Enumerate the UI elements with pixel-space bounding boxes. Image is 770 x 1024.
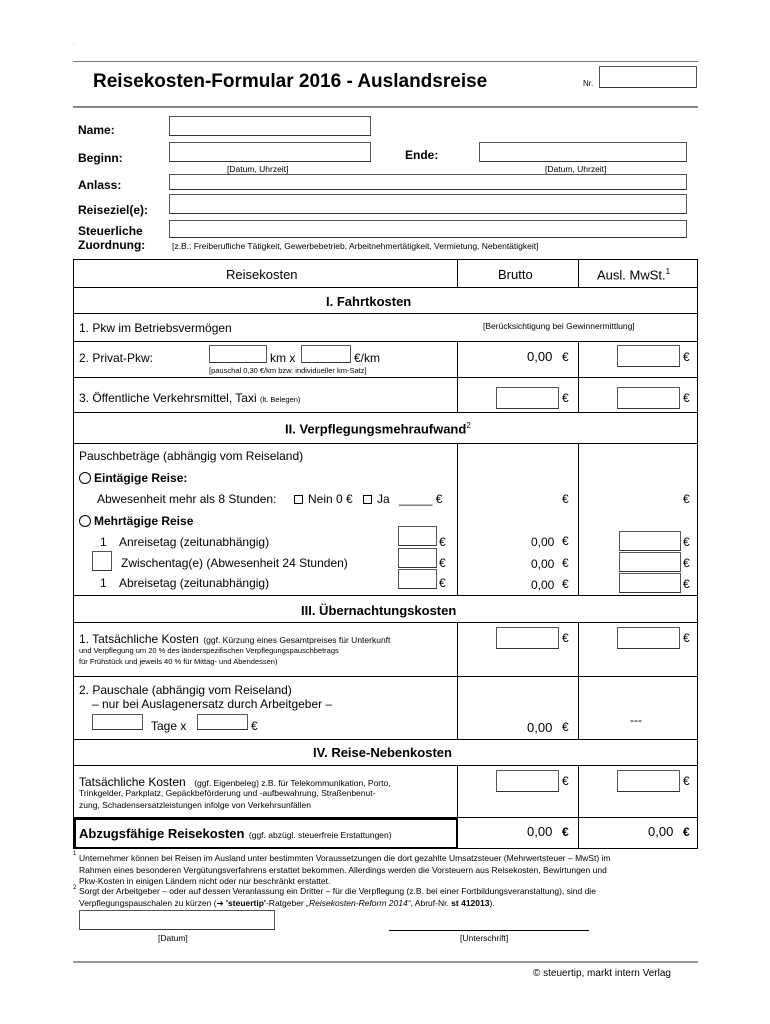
- uebernachtung-tatsaechlich-hint-b: und Verpflegung um 20 % des länderspezifischen Verpflegungspauschbetrags: [79, 646, 339, 655]
- beginn-field[interactable]: [169, 142, 371, 162]
- oeffentlich-hint: (lt. Belegen): [259, 395, 301, 404]
- fn2-ratgeber-title: „Reisekosten-Reform 2014“: [306, 898, 411, 908]
- zwischentag-mwst-input[interactable]: [619, 552, 681, 572]
- euro-sign: €: [683, 577, 690, 591]
- km-input[interactable]: [209, 345, 267, 363]
- mehrtaegig-label: Mehrtägige Reise: [94, 514, 194, 528]
- fn2-brand: 'steuertip': [226, 898, 266, 908]
- privat-pkw-label: 2. Privat-Pkw:: [79, 351, 154, 365]
- euro-sign: €: [562, 720, 569, 734]
- reiseziel-field[interactable]: [169, 194, 687, 214]
- euro-sign: €: [683, 391, 690, 405]
- col-brutto-header: Brutto: [498, 267, 533, 282]
- privat-pkw-mwst-input[interactable]: [617, 345, 680, 367]
- abreise-brutto: 0,00: [531, 578, 555, 592]
- pauschale-brutto: 0,00: [527, 720, 553, 735]
- anlass-label: Anlass:: [78, 178, 122, 192]
- unterschrift-line[interactable]: [389, 930, 589, 931]
- euro-sign: €: [562, 774, 569, 788]
- pauschale-sublabel: – nur bei Auslagenersatz durch Arbeitgeber –: [92, 697, 333, 711]
- copyright: © steuertip, markt intern Verlag: [533, 968, 671, 979]
- nebenkosten-hint-a: (ggf. Eigenbeleg) z.B. für Telekommunikation, Porto,: [194, 778, 391, 788]
- nr-field[interactable]: [599, 66, 697, 88]
- abreise-count: 1: [100, 576, 107, 590]
- privat-pkw-brutto: 0,00: [527, 349, 553, 364]
- footnote-1-line-b: Rahmen eines besonderen Vergütungsverfahrens erstattet bekommen. Allerdings werden die Vorsteuern aus Reisekosten, Bewirtungen und: [79, 865, 607, 875]
- fn2-abruf-nr: st 412013: [451, 898, 490, 908]
- datum-label: [Datum]: [158, 933, 188, 943]
- pauschbetraege-label: Pauschbeträge (abhängig vom Reiseland): [79, 449, 304, 463]
- total-hint: (ggf. abzügl. steuerfreie Erstattungen): [248, 830, 392, 840]
- euro-sign: €: [562, 631, 569, 645]
- beginn-label: Beginn:: [78, 151, 123, 165]
- euro-sign: €: [562, 350, 569, 364]
- tage-input[interactable]: [92, 714, 143, 730]
- footnote-2-line-b: [79, 898, 495, 909]
- anreise-count: 1: [100, 535, 107, 549]
- footnote-1-marker: 1: [73, 851, 77, 857]
- total-label-text: Abzugsfähige Reisekosten: [79, 826, 245, 841]
- abreise-mwst-input[interactable]: [619, 573, 681, 593]
- anreise-mwst-input[interactable]: [619, 531, 681, 551]
- euro-sign: €: [683, 535, 690, 549]
- nebenkosten-text: Tatsächliche Kosten: [79, 775, 186, 789]
- pauschale-mwst-na: ---: [630, 713, 642, 727]
- nebenkosten-hint-b: Trinkgelder, Parkplatz, Gepäckbeförderung und -aufbewahrung, Straßenbenut-: [79, 788, 376, 798]
- unterschrift-label: [Unterschrift]: [460, 933, 509, 943]
- euro-per-km-input[interactable]: [301, 345, 351, 363]
- euro-sign: €: [439, 576, 446, 590]
- euro-sign: €: [683, 350, 690, 364]
- fn2-part-2: -Ratgeber: [265, 898, 307, 908]
- euro-sign: €: [251, 719, 258, 733]
- anreise-brutto: 0,00: [531, 535, 555, 549]
- nein-label: Nein 0 €: [308, 492, 353, 506]
- euro-sign: €: [562, 556, 569, 570]
- euro-sign: €: [683, 825, 690, 839]
- fn2-part-3: , Abruf-Nr.: [410, 898, 452, 908]
- total-label: [79, 825, 392, 843]
- oeffentlich-mwst-input[interactable]: [617, 387, 680, 409]
- ja-label: Ja: [377, 492, 390, 506]
- zuordnung-field[interactable]: [169, 220, 687, 238]
- abwesenheit-label: Abwesenheit mehr als 8 Stunden:: [97, 492, 277, 506]
- col-mwst-header: [597, 267, 670, 282]
- eintaegig-brutto-euro: €: [562, 492, 569, 506]
- euro-sign: €: [683, 631, 690, 645]
- verpflegung-title-text: II. Verpflegungsmehraufwand: [285, 421, 467, 437]
- eintaegig-radio[interactable]: [79, 472, 91, 484]
- euro-sign: €: [562, 825, 569, 839]
- euro-sign: €: [439, 556, 446, 570]
- beginn-hint: [Datum, Uhrzeit]: [227, 164, 289, 174]
- zwischentag-label: Zwischentag(e) (Abwesenheit 24 Stunden): [121, 556, 348, 570]
- uebernachtung-tatsaechlich-text: 1. Tatsächliche Kosten: [79, 632, 199, 646]
- footnote-2-marker: 2: [73, 885, 77, 891]
- zwischentag-brutto: 0,00: [531, 557, 555, 571]
- tagessatz-input[interactable]: [197, 714, 248, 730]
- anreise-label: Anreisetag (zeitunabhängig): [119, 535, 270, 549]
- footnote-ref-1: 1: [665, 267, 671, 276]
- ja-amount-blank: _____ €: [399, 492, 443, 506]
- nebenkosten-mwst-input[interactable]: [617, 770, 680, 792]
- zwischentage-count-input[interactable]: [92, 551, 112, 571]
- section-uebernachtung-title: III. Übernachtungskosten: [301, 603, 457, 618]
- footnote-1-line-a: Unternehmer können bei Reisen im Ausland unter bestimmten Voraussetzungen die dort gezahlte Umsatzsteuer (Mehrwertsteuer – MwSt) im: [79, 853, 611, 863]
- ja-checkbox[interactable]: [363, 495, 372, 504]
- abreise-amount-input[interactable]: [398, 569, 437, 589]
- uebernachtung-tatsaechlich-hint-c: für Frühstück und jeweils 40 % für Mittag- und Abendessen): [79, 657, 278, 666]
- uebernachtung-mwst-input[interactable]: [617, 627, 680, 649]
- euro-sign: €: [683, 556, 690, 570]
- euro-sign: €: [562, 577, 569, 591]
- abreise-label: Abreisetag (zeitunabhängig): [119, 576, 270, 590]
- eintaegig-mwst-euro: €: [683, 492, 690, 506]
- km-x-label: km x: [270, 351, 296, 365]
- euro-sign: €: [562, 534, 569, 548]
- page-title: Reisekosten-Formular 2016 - Auslandsreise: [93, 71, 488, 92]
- pkw-betrieb-note: [Berücksichtigung bei Gewinnermittlung]: [483, 321, 635, 331]
- reisekosten-table: [73, 259, 698, 849]
- ende-hint: [Datum, Uhrzeit]: [545, 164, 607, 174]
- fn2-part-4: ).: [489, 898, 495, 908]
- oeffentlich-label: [79, 391, 300, 405]
- tage-x-label: Tage x: [151, 719, 187, 733]
- name-field[interactable]: [169, 116, 371, 136]
- anlass-field[interactable]: [169, 174, 687, 190]
- anreise-amount-input[interactable]: [398, 526, 437, 546]
- nr-label: Nr.: [583, 79, 594, 88]
- pkw-betrieb-label: 1. Pkw im Betriebsvermögen: [79, 321, 232, 335]
- privat-pkw-hint: [pauschal 0,30 €/km bzw. individueller km-Satz]: [209, 366, 367, 375]
- euro-per-km-label: €/km: [354, 351, 381, 365]
- mehrtaegig-radio[interactable]: [79, 515, 91, 527]
- euro-sign: €: [562, 391, 569, 405]
- ende-field[interactable]: [479, 142, 687, 162]
- footnote-2-line-a: Sorgt der Arbeitgeber – oder auf dessen Veranlassung ein Dritter – für die Verpflegung (z.B. bei einer Fortbildungsveranstaltung), sind die: [79, 886, 596, 896]
- footnote-ref-2: 2: [466, 421, 471, 430]
- zwischentag-amount-input[interactable]: [398, 548, 437, 568]
- zuordnung-label-1: Steuerliche: [78, 224, 143, 238]
- zuordnung-label-2: Zuordnung:: [78, 238, 146, 252]
- total-brutto: 0,00: [527, 824, 553, 839]
- reiseziel-label: Reiseziel(e):: [78, 203, 149, 217]
- footnote-1-line-c: Pkw-Kosten in einigen Ländern nicht oder nur beschränkt erstattet.: [79, 876, 331, 886]
- arrow-icon: ➔: [216, 898, 224, 908]
- section-fahrtkosten-title: I. Fahrtkosten: [326, 294, 412, 309]
- section-nebenkosten-title: IV. Reise-Nebenkosten: [313, 745, 452, 760]
- zuordnung-hint: [z.B.: Freiberufliche Tätigkeit, Gewerbebetrieb, Arbeitnehmertätigkeit, Vermietung, Nebentätigkeit]: [172, 241, 539, 251]
- nein-checkbox[interactable]: [294, 495, 303, 504]
- section-verpflegung-title: [285, 421, 471, 436]
- total-mwst: 0,00: [648, 824, 674, 839]
- ende-label: Ende:: [405, 148, 439, 162]
- datum-field[interactable]: [79, 910, 275, 930]
- pauschale-label: 2. Pauschale (abhängig vom Reiseland): [79, 683, 292, 697]
- nebenkosten-brutto-input[interactable]: [496, 770, 559, 792]
- oeffentlich-brutto-input[interactable]: [496, 387, 559, 409]
- col-reisekosten-header: Reisekosten: [226, 267, 298, 282]
- col-mwst-label: Ausl. MwSt.: [597, 267, 666, 283]
- euro-sign: €: [439, 535, 446, 549]
- oeffentlich-text: 3. Öffentliche Verkehrsmittel, Taxi: [79, 391, 257, 405]
- eintaegig-label: Eintägige Reise:: [94, 471, 188, 485]
- euro-sign: €: [683, 774, 690, 788]
- name-label: Name:: [78, 123, 115, 137]
- nebenkosten-hint-c: zung, Schadensersatzleistungen infolge von Verkehrsunfällen: [79, 800, 312, 810]
- uebernachtung-brutto-input[interactable]: [496, 627, 559, 649]
- uebernachtung-tatsaechlich-hint-a: (ggf. Kürzung eines Gesamtpreises für Unterkunft: [203, 635, 391, 645]
- fn2-part-1: Verpflegungspauschalen zu kürzen (: [79, 898, 217, 908]
